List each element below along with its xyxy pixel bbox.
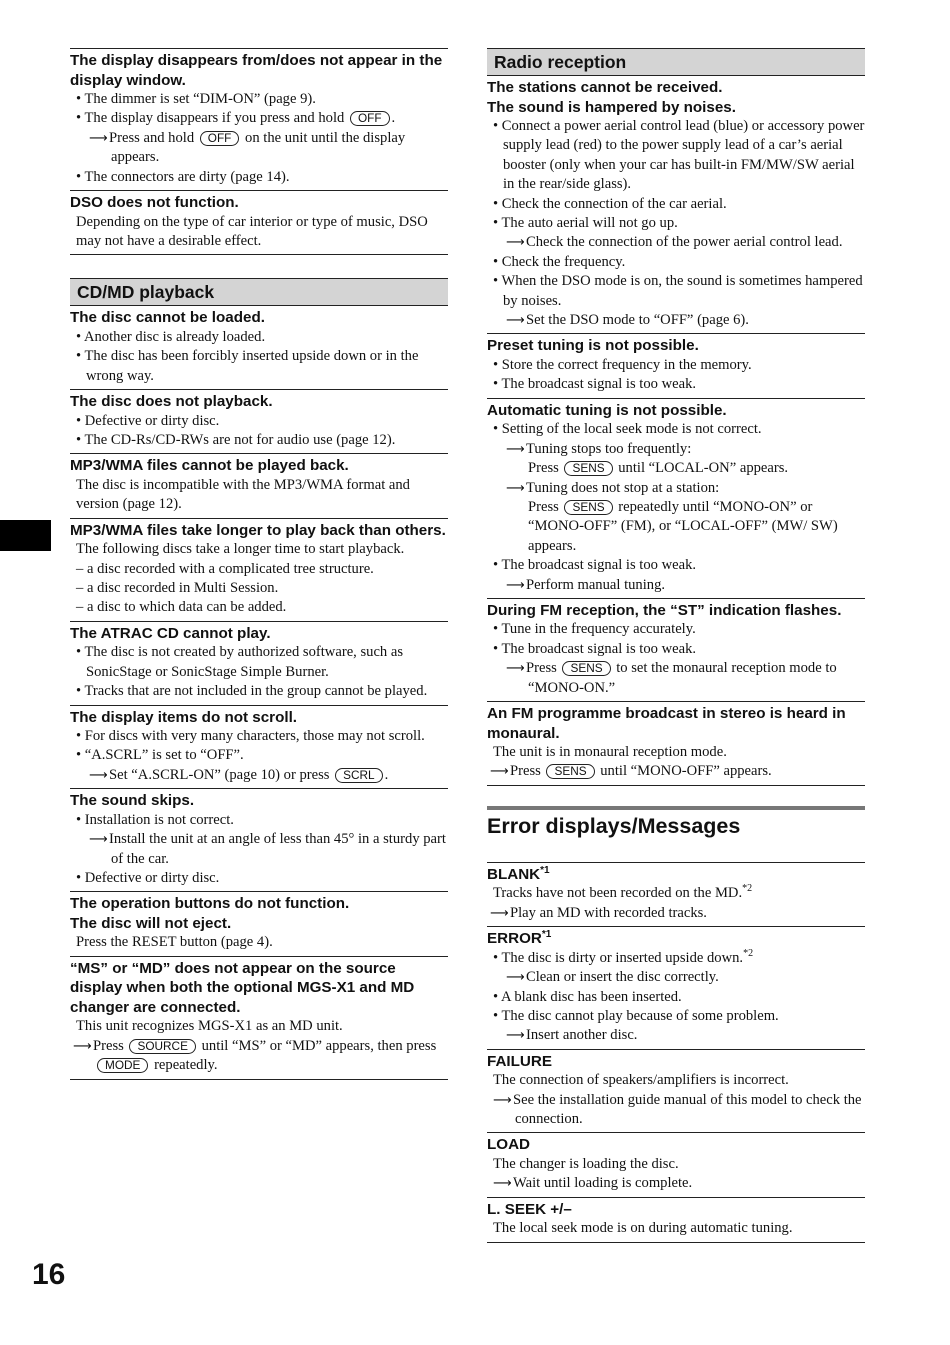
entry-heading: The disc will not eject. [70,914,232,932]
remedy: ⟶See the installation guide manual of this model to check the connection. [493,1091,862,1128]
bullet: • The connectors are dirty (page 14). [76,168,290,185]
entry-heading: ERROR$^{*1}$ [487,929,552,948]
entry-text: Tracks have not been recorded on the MD.$^{*2}$ [493,883,753,902]
remedy: ⟶Install the unit at an angle of less than 45° in a sturdy part of the car. [89,831,446,867]
arrow-icon: ⟶ [493,1092,512,1108]
bullet: • Defective or dirty disc. [76,412,220,429]
arrow-icon: ⟶ [506,235,525,251]
remedy: ⟶Clean or insert the disc correctly. [487,968,865,987]
entry-no-scroll [70,705,448,789]
sens-key: SENS [562,661,610,676]
entry-stations-not-received [487,76,865,333]
section-heading-radio: Radio reception [487,48,865,76]
bullet: • The broadcast signal is too weak. [493,557,697,574]
entry-heading: The display items do not scroll. [70,708,298,726]
entry-st-flashes [487,598,865,701]
entry-heading: MP3/WMA files take longer to play back than others. [70,521,446,539]
arrow-icon: ⟶ [490,905,509,921]
entry-heading: The sound skips. [70,792,195,810]
remedy-detail: Press SENS repeatedly until “MONO-ON” or “MONO-OFF” (FM), or “LOCAL-OFF” (MW/ SW) appears. [528,498,838,554]
bullet: • Another disc is already loaded. [76,328,266,345]
entry-heading: An FM programme broadcast in stereo is heard in monaural. [487,705,846,742]
entry-l-seek [487,1197,865,1243]
arrow-icon: ⟶ [89,767,108,783]
footnote-ref: *2 [743,947,754,959]
sens-key: SENS [564,500,612,515]
remedy: ⟶Tuning does not stop at a station: [487,479,865,498]
entry-text: This unit recognizes MGS-X1 as an MD unit. [76,1018,343,1035]
arrow-icon: ⟶ [490,764,509,780]
bullet: • “A.SCRL” is set to “OFF”. [76,747,244,764]
entry-heading: The disc cannot be loaded. [70,309,265,327]
entry-heading: The sound is hampered by noises. [487,98,736,116]
section-heading-cd-md: CD/MD playback [70,278,448,306]
sens-key: SENS [564,461,612,476]
bullet: • Installation is not correct. [76,811,234,828]
bullet: • For discs with very many characters, those may not scroll. [76,728,425,745]
entry-text: The connection of speakers/amplifiers is incorrect. [493,1072,789,1089]
entry-dso [70,190,448,255]
entry-fm-monaural [487,701,865,786]
section-heading-error-displays: Error displays/Messages [487,806,865,862]
entry-heading: The disc does not playback. [70,393,273,411]
source-key: SOURCE [129,1039,195,1054]
footnote-ref: *1 [540,864,550,876]
bullet: • Tracks that are not included in the group cannot be played. [76,683,428,700]
entry-heading: LOAD [487,1136,531,1154]
entry-text: The following discs take a longer time to start playback. [76,541,405,558]
arrow-icon: ⟶ [89,832,108,848]
entry-blank [487,862,865,926]
remedy: ⟶Set the DSO mode to “OFF” (page 6). [487,311,865,330]
entry-heading: L. SEEK +/– [487,1200,572,1218]
entry-error [487,926,865,1049]
dash-item: – a disc recorded with a complicated tree structure. [76,560,374,577]
right-column [487,48,865,1243]
remedy: ⟶Press SENS to set the monaural reception mode to “MONO-ON.” [506,660,837,696]
entry-mp3-slow [70,518,448,621]
entry-atrac [70,621,448,705]
arrow-icon: ⟶ [73,1038,92,1054]
entry-display-disappears [70,48,448,190]
bullet: • When the DSO mode is on, the sound is sometimes hampered by noises. [493,273,863,309]
remedy-detail: Press SENS until “LOCAL-ON” appears. [528,460,789,477]
entry-buttons-no-function [70,891,448,955]
entry-text: Press the RESET button (page 4). [76,934,273,951]
bullet: • A blank disc has been inserted. [493,988,682,1005]
remedy: ⟶Press and hold OFF on the unit until the display appears. [89,129,406,166]
bullet: • Defective or dirty disc. [76,869,220,886]
bullet: • The disc has been forcibly inserted upside down or in the wrong way. [76,348,419,384]
entry-text: The unit is in monaural reception mode. [493,744,727,761]
entry-heading: BLANK$^{*1}$ [487,864,550,883]
entry-sound-skips [70,788,448,891]
entry-text: Depending on the type of car interior or type of music, DSO may not have a desirable effect. [76,213,428,249]
entry-heading: Automatic tuning is not possible. [487,401,727,419]
bullet: • The auto aerial will not go up. [493,215,678,232]
dash-item: – a disc to which data can be added. [76,599,287,616]
bullet: • Setting of the local seek mode is not correct. [493,421,762,438]
bullet: • Store the correct frequency in the memory. [493,356,752,373]
arrow-icon: ⟶ [506,970,525,986]
entry-heading: The stations cannot be received. [487,79,723,96]
arrow-icon: ⟶ [506,480,525,496]
bullet: • The disc cannot play because of some problem. [493,1007,779,1024]
remedy: ⟶Press SOURCE until “MS” or “MD” appears, then press MODE repeatedly. [73,1037,437,1074]
arrow-icon: ⟶ [89,130,108,146]
bullet: • The disc is not created by authorized software, such as SonicStage or SonicStage Simple Burner. [76,644,404,680]
remedy: ⟶Play an MD with recorded tracks. [487,904,865,923]
footnote-ref: *1 [541,929,552,941]
bullet: • The broadcast signal is too weak. [493,640,697,657]
entry-heading: The ATRAC CD cannot play. [70,624,271,642]
bullet: • The disc is dirty or inserted upside down.$^{*2}$ [493,947,754,966]
entry-automatic-tuning [487,398,865,598]
entry-heading: The display disappears from/does not appear in the display window. [70,52,443,89]
remedy: ⟶Tuning stops too frequently: [487,440,865,459]
entry-failure [487,1049,865,1133]
arrow-icon: ⟶ [506,1028,525,1044]
sens-key: SENS [546,764,594,779]
entry-disc-cannot-load [70,306,448,389]
dash-item: – a disc recorded in Multi Session. [76,580,279,596]
bullet: • The display disappears if you press and hold OFF . [76,110,396,127]
off-key: OFF [350,111,390,126]
entry-load [487,1132,865,1196]
arrow-icon: ⟶ [506,313,525,329]
entry-heading: The operation buttons do not function. [70,895,350,913]
left-column [70,48,448,1080]
entry-heading: Preset tuning is not possible. [487,337,699,355]
entry-text: The local seek mode is on during automatic tuning. [493,1220,793,1237]
entry-heading: DSO does not function. [70,194,239,212]
entry-heading: FAILURE [487,1052,552,1070]
bullet: • Tune in the frequency accurately. [493,621,696,638]
arrow-icon: ⟶ [506,577,525,593]
footnote-ref: *2 [742,883,753,895]
entry-heading: MP3/WMA files cannot be played back. [70,457,349,475]
bullet: • The CD-Rs/CD-RWs are not for audio use (page 12). [76,431,396,448]
off-key: OFF [200,131,240,146]
remedy: ⟶Press SENS until “MONO-OFF” appears. [487,762,865,781]
remedy: ⟶Set “A.SCRL-ON” (page 10) or press SCRL . [70,766,448,785]
entry-mp3-cannot-play [70,453,448,517]
entry-heading: During FM reception, the “ST” indication flashes. [487,601,842,619]
remedy: ⟶Perform manual tuning. [487,576,865,595]
entry-disc-no-playback [70,389,448,453]
remedy: ⟶Insert another disc. [487,1026,865,1045]
arrow-icon: ⟶ [506,441,525,457]
entry-ms-md [70,956,448,1080]
bullet: • The broadcast signal is too weak. [493,376,697,393]
mode-key: MODE [97,1058,148,1073]
arrow-icon: ⟶ [506,661,525,677]
bullet: • The dimmer is set “DIM-ON” (page 9). [76,91,316,107]
scrl-key: SCRL [335,768,382,783]
page-number: 16 [32,1258,66,1291]
entry-text: The changer is loading the disc. [493,1155,679,1172]
remedy: ⟶Check the connection of the power aerial control lead. [487,233,865,252]
chapter-tab-marker [0,520,51,551]
entry-heading: “MS” or “MD” does not appear on the source display when both the optional MGS-X1 and MD changer are connected. [70,959,415,1016]
entry-preset-tuning [487,333,865,397]
remedy: ⟶Wait until loading is complete. [487,1174,865,1193]
bullet: • Check the connection of the car aerial. [493,195,727,212]
entry-text: The disc is incompatible with the MP3/WMA format and version (page 12). [76,476,410,513]
bullet: • Connect a power aerial control lead (blue) or accessory power supply lead (red) to the power supply lead of a car’s aerial booster (only when your car has built-in FM/MW/SW aerial in the rear/side glass). [493,118,865,193]
bullet: • Check the frequency. [493,253,626,270]
arrow-icon: ⟶ [493,1176,512,1192]
